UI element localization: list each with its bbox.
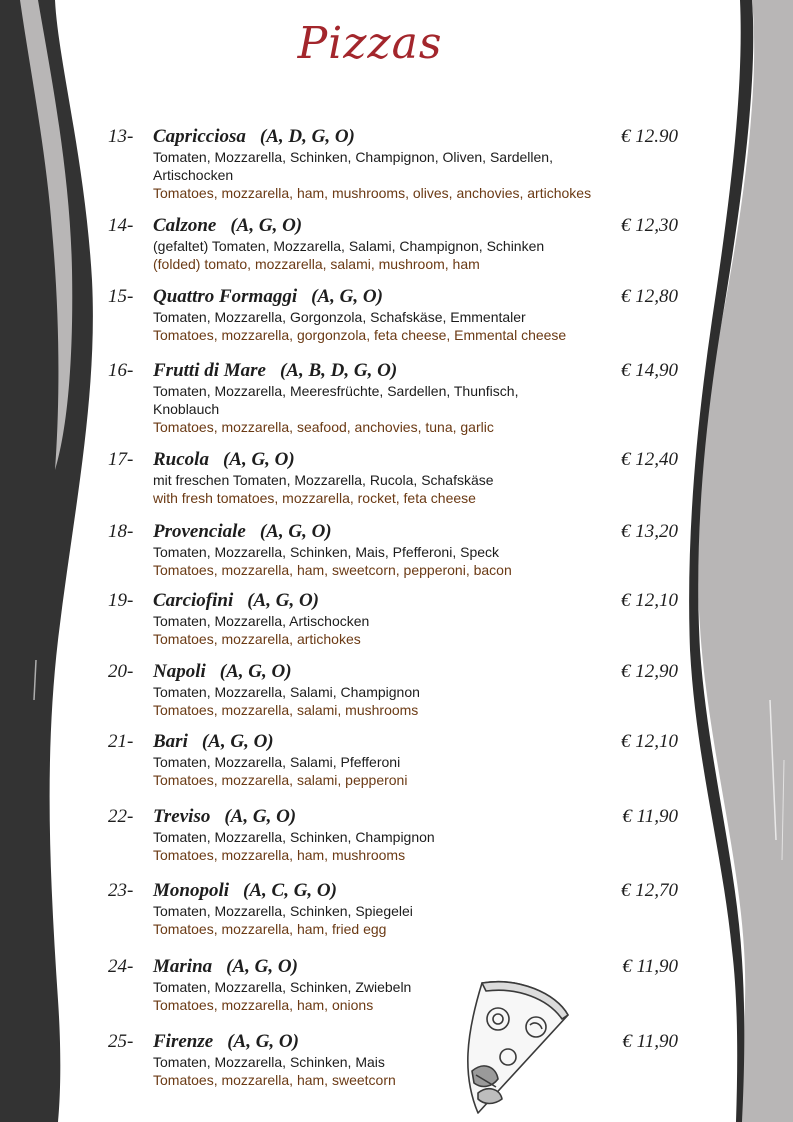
- item-name-line: [153, 661, 292, 683]
- item-description-en: Tomatoes, mozzarella, salami, mushrooms: [153, 702, 419, 718]
- item-number: 16-: [108, 360, 134, 381]
- item-name: Frutti di Mare: [153, 360, 266, 381]
- menu-item: [108, 590, 680, 648]
- item-description-de: Tomaten, Mozzarella, Artischocken: [153, 613, 370, 629]
- item-number: 17-: [108, 449, 134, 470]
- item-name: Bari: [153, 731, 188, 752]
- item-price: € 14,90: [621, 360, 678, 381]
- menu-item: [108, 215, 680, 273]
- menu-item: [108, 126, 680, 202]
- item-name: Calzone: [153, 215, 217, 236]
- item-description-en: Tomatoes, mozzarella, ham, onions: [153, 997, 374, 1013]
- menu-item: [108, 731, 680, 789]
- item-price: € 13,20: [621, 521, 678, 542]
- item-number: 14-: [108, 215, 134, 236]
- item-description-de: mit freschen Tomaten, Mozzarella, Rucola, Schafskäse: [153, 472, 494, 488]
- menu-item: [108, 806, 680, 864]
- item-number: 23-: [108, 880, 134, 901]
- item-name-line: [153, 806, 296, 828]
- item-description-de: Tomaten, Mozzarella, Schinken, Champignon, Oliven, Sardellen, Artischocken: [153, 149, 553, 183]
- item-description-en: Tomatoes, mozzarella, seafood, anchovies, tuna, garlic: [153, 419, 494, 435]
- item-description-de: Tomaten, Mozzarella, Schinken, Mais: [153, 1054, 385, 1070]
- item-allergens: (A, G, O): [227, 1031, 299, 1052]
- item-description-de: Tomaten, Mozzarella, Schinken, Mais, Pfefferoni, Speck: [153, 544, 500, 560]
- item-description-de: Tomaten, Mozzarella, Meeresfrüchte, Sardellen, Thunfisch, Knoblauch: [153, 383, 519, 417]
- right-grey-band: [698, 0, 793, 1122]
- item-allergens: (A, G, O): [259, 521, 332, 542]
- item-allergens: (A, G, O): [226, 956, 298, 977]
- item-price: € 12,10: [621, 590, 678, 611]
- item-name-line: [153, 1031, 299, 1053]
- page-title: Pizzas: [297, 18, 443, 69]
- item-name-line: [153, 286, 383, 308]
- item-name: Marina: [153, 956, 213, 977]
- item-name-line: [153, 590, 319, 612]
- item-price: € 12.90: [621, 126, 678, 147]
- item-name: Napoli: [153, 661, 206, 682]
- item-description-en: Tomatoes, mozzarella, ham, fried egg: [153, 921, 387, 937]
- menu-item: [108, 449, 680, 507]
- item-number: 15-: [108, 286, 134, 307]
- item-description-en: with fresh tomatoes, mozzarella, rocket, feta cheese: [153, 490, 476, 506]
- item-description-de: Tomaten, Mozzarella, Gorgonzola, Schafskäse, Emmentaler: [153, 309, 526, 325]
- item-name: Quattro Formaggi: [153, 286, 298, 307]
- item-number: 19-: [108, 590, 134, 611]
- item-price: € 12,70: [621, 880, 678, 901]
- item-price: € 12,30: [621, 215, 678, 236]
- menu-item: [108, 956, 680, 1014]
- item-name: Carciofini: [153, 590, 234, 611]
- menu-item: [108, 880, 680, 938]
- item-name-line: [153, 449, 295, 471]
- item-description-en: Tomatoes, mozzarella, ham, sweetcorn, pepperoni, bacon: [153, 562, 512, 578]
- item-price: € 11,90: [622, 956, 678, 977]
- item-description-de: Tomaten, Mozzarella, Salami, Pfefferoni: [153, 754, 401, 770]
- item-description-en: Tomatoes, mozzarella, artichokes: [153, 631, 361, 647]
- item-name-line: [153, 215, 302, 237]
- item-allergens: (A, G, O): [219, 661, 292, 682]
- menu-item: [108, 521, 680, 579]
- item-number: 24-: [108, 956, 134, 977]
- item-allergens: (A, D, G, O): [259, 126, 355, 147]
- item-name-line: [153, 956, 298, 978]
- item-description-de: Tomaten, Mozzarella, Schinken, Champignon: [153, 829, 435, 845]
- item-allergens: (A, G, O): [201, 731, 274, 752]
- item-description-de: Tomaten, Mozzarella, Schinken, Spiegelei: [153, 903, 413, 919]
- item-name-line: [153, 521, 332, 543]
- item-price: € 12,80: [621, 286, 678, 307]
- item-name: Capricciosa: [153, 126, 246, 147]
- item-description-en: Tomatoes, mozzarella, ham, mushrooms, olives, anchovies, artichokes: [153, 185, 592, 201]
- item-description-en: Tomatoes, mozzarella, ham, mushrooms: [153, 847, 406, 863]
- item-number: 25-: [108, 1031, 134, 1052]
- item-allergens: (A, C, G, O): [243, 880, 337, 901]
- item-name: Provenciale: [153, 521, 246, 542]
- item-name: Firenze: [153, 1031, 214, 1052]
- item-name-line: [153, 731, 274, 753]
- item-description-en: Tomatoes, mozzarella, salami, pepperoni: [153, 772, 408, 788]
- item-name: Rucola: [153, 449, 209, 470]
- item-number: 21-: [108, 731, 134, 752]
- item-description-de: Tomaten, Mozzarella, Salami, Champignon: [153, 684, 420, 700]
- item-number: 22-: [108, 806, 134, 827]
- item-price: € 12,10: [621, 731, 678, 752]
- item-price: € 11,90: [622, 806, 678, 827]
- item-number: 13-: [108, 126, 134, 147]
- item-price: € 12,40: [621, 449, 678, 470]
- item-name-line: [153, 880, 337, 902]
- item-number: 18-: [108, 521, 134, 542]
- item-name: Monopoli: [153, 880, 230, 901]
- item-description-en: Tomatoes, mozzarella, ham, sweetcorn: [153, 1072, 396, 1088]
- item-description-de: (gefaltet) Tomaten, Mozzarella, Salami, Champignon, Schinken: [153, 238, 545, 254]
- item-allergens: (A, G, O): [311, 286, 383, 307]
- item-name: Treviso: [153, 806, 211, 827]
- menu-item: [108, 360, 680, 436]
- item-allergens: (A, G, O): [247, 590, 320, 611]
- item-allergens: (A, G, O): [230, 215, 303, 236]
- menu-item: [108, 286, 680, 344]
- item-description-de: Tomaten, Mozzarella, Schinken, Zwiebeln: [153, 979, 412, 995]
- menu-item: [108, 1031, 680, 1089]
- item-price: € 11,90: [622, 1031, 678, 1052]
- item-name-line: [153, 126, 355, 148]
- item-price: € 12,90: [621, 661, 678, 682]
- item-description-en: Tomatoes, mozzarella, gorgonzola, feta cheese, Emmental cheese: [153, 327, 567, 343]
- item-name-line: [153, 360, 397, 382]
- item-allergens: (A, G, O): [224, 806, 297, 827]
- menu-item: [108, 661, 680, 719]
- item-allergens: (A, G, O): [222, 449, 295, 470]
- item-number: 20-: [108, 661, 134, 682]
- item-description-en: (folded) tomato, mozzarella, salami, mushroom, ham: [153, 256, 480, 272]
- item-allergens: (A, B, D, G, O): [279, 360, 398, 381]
